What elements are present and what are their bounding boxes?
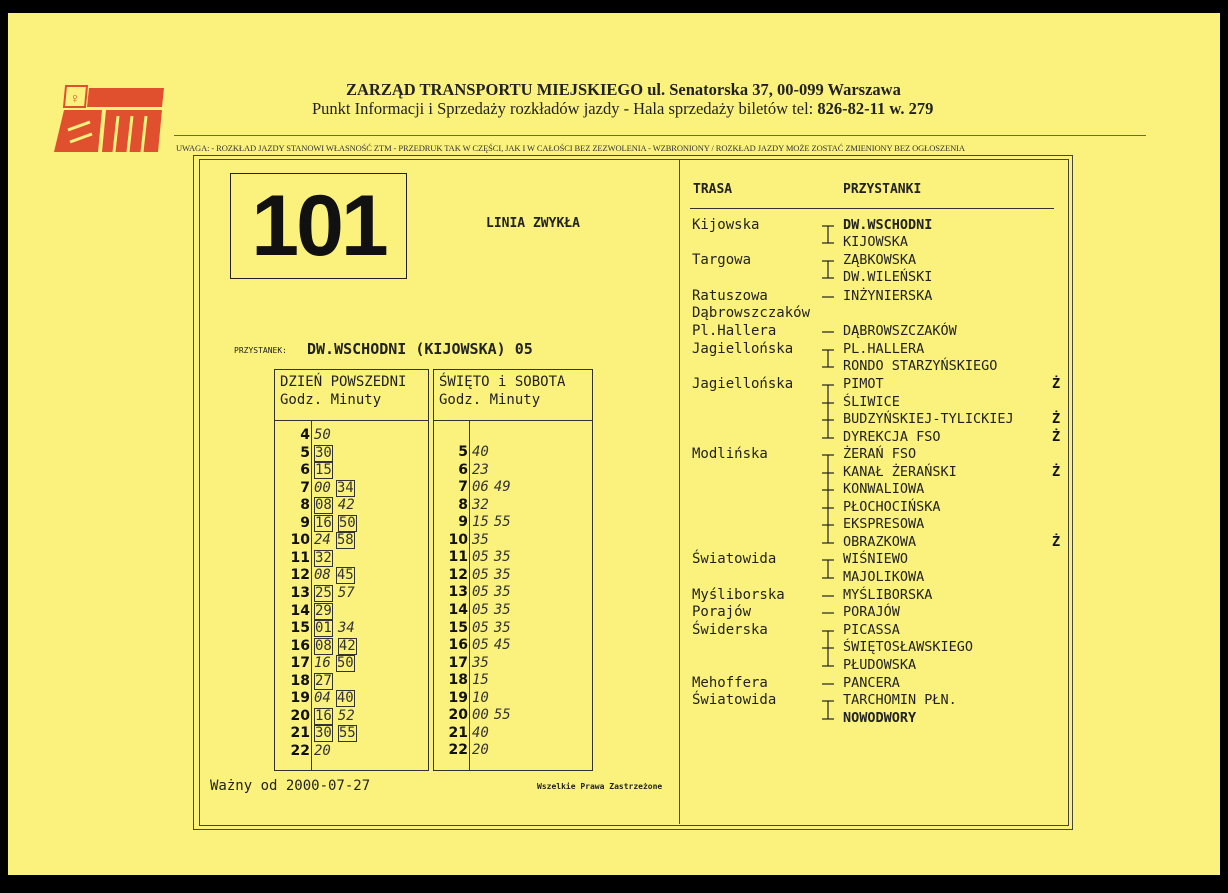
minutes-list — [314, 567, 360, 584]
hour-value: 13 — [448, 584, 468, 601]
departure-minute-marked: 08 — [315, 497, 332, 514]
departure-minute-marked: 15 — [315, 462, 332, 479]
minutes-list — [472, 549, 516, 566]
departure-minute-marked: 30 — [315, 444, 332, 461]
minutes-list — [472, 497, 494, 514]
departure-minute-marked: 08 — [315, 637, 332, 654]
departure-minute-marked: 16 — [315, 707, 332, 724]
rights-reserved: Wszelkie Prawa Zastrzeżone — [537, 782, 663, 791]
minutes-list — [314, 480, 360, 497]
departure-minute: 23 — [472, 461, 489, 478]
route-stop: BUDZYŃSKIEJ-TYLICKIEJ — [843, 411, 1014, 427]
stops-header: PRZYSTANKI — [843, 182, 922, 197]
departure-minute: 49 — [493, 479, 511, 496]
minutes-list — [472, 690, 494, 707]
hour-value: 19 — [290, 690, 310, 707]
departure-minute-marked: 45 — [336, 567, 354, 584]
departure-minute-marked: 40 — [336, 690, 354, 707]
route-header: TRASA — [693, 182, 733, 197]
departure-minute-marked: 25 — [315, 584, 332, 601]
hour-value: 8 — [300, 497, 310, 514]
route-street: Jagiellońska — [692, 341, 794, 357]
hour-value: 4 — [300, 427, 310, 443]
departure-minute: 05 — [472, 637, 489, 654]
departure-minute: 34 — [337, 620, 355, 637]
departure-minute: 35 — [472, 531, 489, 548]
minutes-list — [314, 655, 360, 672]
route-stop: NOWODWORY — [843, 710, 917, 726]
departure-minute-marked: 32 — [315, 549, 332, 566]
departure-minute: 55 — [493, 514, 511, 531]
departure-minute: 05 — [472, 584, 489, 601]
departure-minute: 00 — [472, 707, 489, 724]
route-street: Dąbrowszczaków — [692, 305, 811, 321]
on-request-flag: Ż — [1052, 464, 1061, 480]
departure-minute: 24 — [314, 532, 331, 549]
route-street: Ratuszowa — [692, 288, 768, 304]
departure-minute: 55 — [493, 707, 511, 724]
departure-minute: 10 — [472, 689, 489, 706]
minutes-list — [314, 743, 336, 760]
on-request-flag: Ż — [1052, 429, 1061, 445]
stop-name: DW.WSCHODNI (KIJOWSKA) 05 — [307, 340, 533, 358]
minutes-list — [314, 725, 362, 742]
header-org: ZARZĄD TRANSPORTU MIEJSKIEGO ul. Senatorska 37, 00-099 Warszawa — [346, 80, 901, 99]
route-stop: ZĄBKOWSKA — [843, 252, 917, 268]
hour-value: 20 — [290, 707, 310, 724]
hour-divider — [469, 420, 470, 770]
route-stop: KANAŁ ŻERAŃSKI — [843, 464, 957, 480]
route-stop: PANCERA — [843, 675, 900, 691]
route-stop: PŁUDOWSKA — [843, 657, 917, 673]
minutes-list — [314, 673, 338, 690]
route-street: Światowida — [692, 692, 777, 708]
hour-value: 22 — [448, 742, 468, 759]
departure-minute: 15 — [472, 514, 489, 531]
minutes-list — [472, 462, 494, 479]
hour-value: 6 — [458, 461, 468, 478]
departure-minute-marked: 58 — [336, 532, 354, 549]
departure-minute: 16 — [314, 655, 331, 672]
departure-minute: 40 — [472, 724, 489, 741]
minutes-list — [314, 690, 360, 707]
departure-minute: 45 — [493, 637, 511, 654]
departure-minute: 05 — [472, 549, 489, 566]
departure-minute: 04 — [314, 690, 331, 707]
line-number: 101 — [251, 178, 386, 274]
hour-value: 21 — [290, 725, 310, 742]
line-number-box — [230, 173, 407, 279]
departure-minute: 32 — [472, 496, 489, 513]
on-request-flag: Ż — [1052, 411, 1061, 427]
hour-value: 14 — [448, 601, 468, 618]
departure-minute: 08 — [314, 567, 331, 584]
route-stop: PORAJÓW — [843, 604, 900, 620]
route-stop: RONDO STARZYŃSKIEGO — [843, 358, 998, 374]
header-divider — [275, 420, 428, 421]
minutes-list — [314, 445, 338, 462]
departure-minute: 35 — [493, 619, 511, 636]
line-type: LINIA ZWYKŁA — [486, 216, 580, 231]
minutes-list — [314, 497, 360, 514]
route-street: Targowa — [692, 252, 752, 268]
hour-value: 11 — [290, 549, 310, 566]
hour-value: 12 — [290, 567, 310, 584]
route-stop: PŁOCHOCIŃSKA — [843, 499, 941, 515]
route-stop: ŻERAŃ FSO — [843, 446, 917, 462]
departure-minute-marked: 34 — [336, 479, 354, 496]
minutes-list — [472, 532, 494, 549]
departure-minute: 00 — [314, 479, 331, 496]
departure-minute-marked: 01 — [315, 620, 332, 637]
route-street: Światowida — [692, 551, 777, 567]
departure-minute-marked: 29 — [315, 602, 332, 619]
holiday-subtitle: Godz. Minuty — [439, 392, 541, 408]
minutes-list — [314, 462, 338, 479]
hour-value: 10 — [448, 531, 468, 548]
hour-value: 22 — [290, 742, 310, 759]
valid-from: Ważny od 2000-07-27 — [210, 778, 371, 794]
weekday-title: DZIEŃ POWSZEDNI — [280, 374, 407, 390]
departure-minute: 05 — [472, 566, 489, 583]
route-street: Modlińska — [692, 446, 768, 462]
route-stop: MYŚLIBORSKA — [843, 587, 933, 603]
minutes-list — [472, 707, 516, 724]
route-stop: KONWALIOWA — [843, 481, 925, 497]
on-request-flag: Ż — [1052, 534, 1061, 550]
minutes-list — [314, 708, 360, 725]
header-rule — [174, 135, 1146, 136]
route-street: Kijowska — [692, 217, 760, 233]
departure-minute: 42 — [337, 497, 355, 514]
route-street: Świderska — [692, 622, 768, 638]
hour-value: 15 — [448, 619, 468, 636]
hour-value: 15 — [290, 620, 310, 637]
stop-label: PRZYSTANEK: — [234, 346, 287, 355]
minutes-list — [472, 637, 516, 654]
weekday-subtitle: Godz. Minuty — [280, 392, 382, 408]
departure-minute: 40 — [472, 444, 489, 460]
hour-value: 16 — [448, 637, 468, 654]
hour-value: 6 — [300, 462, 310, 479]
hour-value: 7 — [300, 479, 310, 496]
route-stop: KIJOWSKA — [843, 234, 909, 250]
route-street: Pl.Hallera — [692, 323, 777, 339]
route-stop: ŚLIWICE — [843, 394, 900, 410]
minutes-list — [472, 725, 494, 742]
departure-minute: 15 — [472, 672, 489, 689]
hour-value: 18 — [290, 672, 310, 689]
departure-minute: 35 — [493, 549, 511, 566]
hour-value: 9 — [300, 514, 310, 531]
minutes-list — [314, 427, 336, 444]
minutes-list — [314, 603, 338, 620]
minutes-list — [472, 742, 494, 759]
departure-minute: 57 — [337, 584, 355, 601]
route-stop: PICASSA — [843, 622, 900, 638]
route-street: Jagiellońska — [692, 376, 794, 392]
route-stop: EKSPRESOWA — [843, 516, 925, 532]
route-street: Mehoffera — [692, 675, 768, 691]
minutes-list — [314, 620, 360, 637]
departure-minute-marked: 50 — [338, 514, 356, 531]
minutes-list — [472, 584, 516, 601]
hour-value: 10 — [290, 532, 310, 549]
route-street: Myśliborska — [692, 587, 785, 603]
departure-minute: 20 — [314, 742, 331, 759]
minutes-list — [314, 638, 362, 655]
hour-value: 16 — [290, 637, 310, 654]
route-stop: TARCHOMIN PŁN. — [843, 692, 957, 708]
minutes-list — [472, 479, 516, 496]
route-stop: PIMOT — [843, 376, 884, 392]
weekday-timetable — [274, 369, 429, 771]
hour-value: 12 — [448, 566, 468, 583]
departure-minute: 50 — [314, 427, 331, 443]
hour-value: 7 — [458, 479, 468, 496]
departure-minute: 35 — [493, 601, 511, 618]
minutes-list — [314, 532, 360, 549]
header-divider — [434, 420, 592, 421]
hour-value: 19 — [448, 689, 468, 706]
departure-minute: 05 — [472, 619, 489, 636]
hour-value: 9 — [458, 514, 468, 531]
minutes-list — [314, 550, 338, 567]
ztm-logo-icon — [52, 74, 166, 152]
copyright-notice: UWAGA: - ROZKŁAD JAZDY STANOWI WŁASNOŚĆ ZTM - PRZEDRUK TAK W CZĘŚCI, JAK I W CAŁOŚCI BEZ ZEZWOLENIA - WZBRONIONY / ROZKŁAD JAZDY MOŻE ZOSTAĆ ZMIENIONY BEZ OGŁOSZENIA — [176, 143, 965, 153]
route-stop: ŚWIĘTOSŁAWSKIEGO — [843, 639, 974, 655]
minutes-list — [472, 602, 516, 619]
route-stop: OBRAZKOWA — [843, 534, 917, 550]
minutes-list — [472, 567, 516, 584]
minutes-list — [472, 655, 494, 672]
departure-minute-marked: 16 — [315, 514, 332, 531]
route-stop: DW.WILEŃSKI — [843, 269, 933, 285]
hour-value: 20 — [448, 707, 468, 724]
route-street: Porajów — [692, 604, 752, 620]
header-info: Punkt Informacji i Sprzedaży rozkładów jazdy - Hala sprzedaży biletów tel: 826-82-11 w. 279 — [312, 99, 934, 118]
departure-minute: 05 — [472, 601, 489, 618]
minutes-list — [314, 515, 362, 532]
hour-value: 5 — [300, 444, 310, 461]
route-rule — [690, 208, 1054, 209]
minutes-list — [472, 672, 494, 689]
hour-value: 5 — [458, 444, 468, 460]
minutes-list — [472, 514, 516, 531]
hour-divider — [311, 420, 312, 770]
hour-value: 21 — [448, 724, 468, 741]
hour-value: 11 — [448, 549, 468, 566]
departure-minute: 35 — [493, 566, 511, 583]
holiday-timetable — [433, 369, 593, 771]
departure-minute: 35 — [493, 584, 511, 601]
departure-minute-marked: 27 — [315, 672, 332, 689]
route-stop: DĄBROWSZCZAKÓW — [843, 323, 957, 339]
departure-minute-marked: 55 — [338, 725, 356, 742]
route-stop: PL.HALLERA — [843, 341, 925, 357]
hour-value: 14 — [290, 602, 310, 619]
departure-minute-marked: 42 — [338, 637, 356, 654]
svg-text:♀: ♀ — [69, 92, 81, 107]
departure-minute: 20 — [472, 742, 489, 759]
departure-minute-marked: 50 — [336, 655, 354, 672]
hour-value: 18 — [448, 672, 468, 689]
route-stop: INŻYNIERSKA — [843, 288, 933, 304]
panel-divider — [679, 159, 680, 824]
departure-minute: 35 — [472, 654, 489, 671]
departure-minute: 06 — [472, 479, 489, 496]
hour-value: 17 — [448, 654, 468, 671]
route-stop: MAJOLIKOWA — [843, 569, 925, 585]
route-stop: WIŚNIEWO — [843, 551, 909, 567]
route-stop: DW.WSCHODNI — [843, 217, 933, 233]
minutes-list — [472, 444, 494, 461]
holiday-title: ŚWIĘTO i SOBOTA — [439, 374, 566, 390]
minutes-list — [314, 585, 360, 602]
departure-minute: 52 — [337, 707, 355, 724]
hour-value: 8 — [458, 496, 468, 513]
hour-value: 17 — [290, 655, 310, 672]
minutes-list — [472, 620, 516, 637]
on-request-flag: Ż — [1052, 376, 1061, 392]
route-stop: DYREKCJA FSO — [843, 429, 941, 445]
departure-minute-marked: 30 — [315, 725, 332, 742]
hour-value: 13 — [290, 584, 310, 601]
